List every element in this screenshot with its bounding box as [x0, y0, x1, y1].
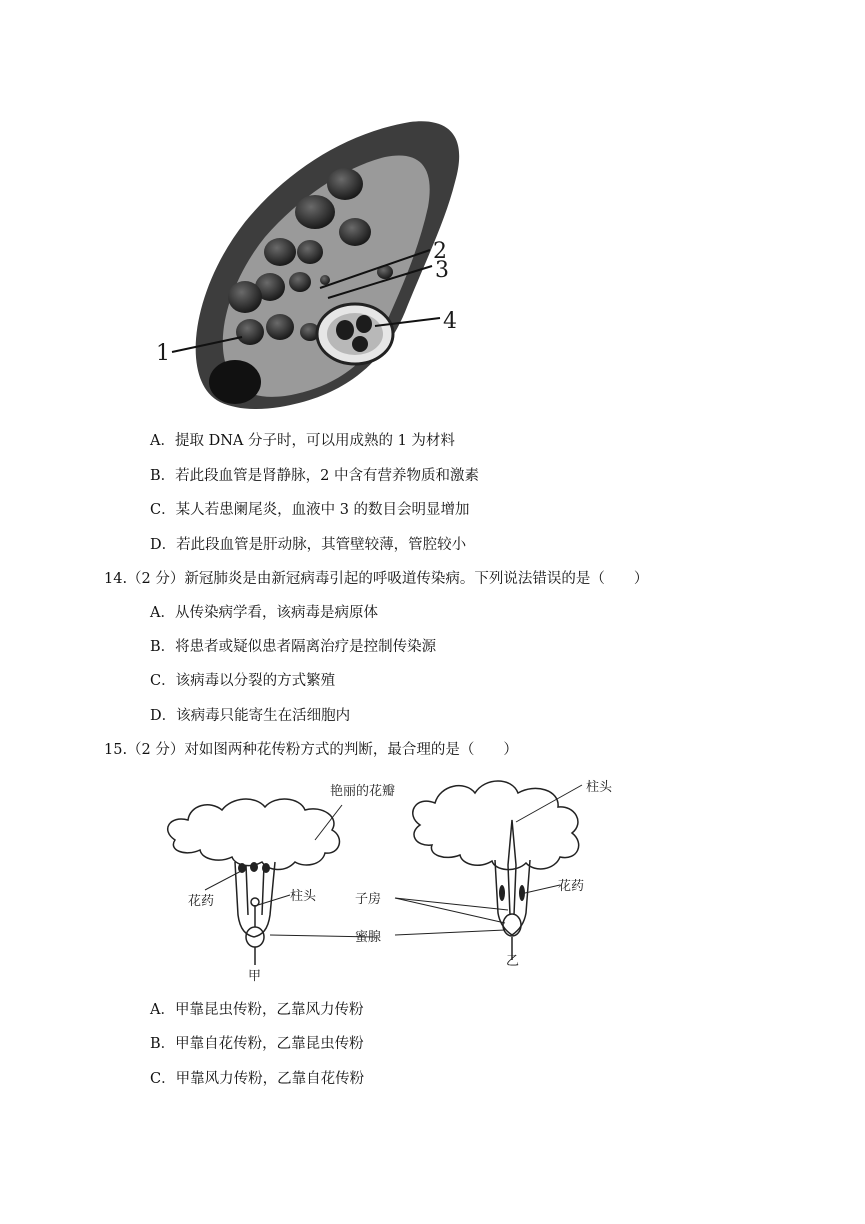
label-flower-a: 甲 — [248, 969, 262, 984]
q13-option-a: A．提取 DNA 分子时，可以用成熟的 1 为材料 — [150, 433, 455, 449]
q15-option-a: A．甲靠昆虫传粉，乙靠风力传粉 — [150, 1002, 364, 1018]
q14-option-a: A．从传染病学看，该病毒是病原体 — [150, 605, 378, 621]
q14-stem: 14.（2 分）新冠肺炎是由新冠病毒引起的呼吸道传染病。下列说法错误的是（ ） — [104, 571, 649, 587]
q14-option-d: D．该病毒只能寄生在活细胞内 — [150, 708, 351, 724]
label-stigma-left: 柱头 — [290, 889, 317, 904]
q15-option-b: B．甲靠自花传粉，乙靠昆虫传粉 — [150, 1036, 364, 1052]
label-ovary: 子房 — [355, 892, 382, 907]
blood-vessel-figure — [150, 112, 480, 417]
q13-option-c: C．某人若患阑尾炎，血液中 3 的数目会明显增加 — [150, 502, 470, 518]
q15-stem: 15.（2 分）对如图两种花传粉方式的判断，最合理的是（ ） — [104, 742, 518, 758]
q15-option-c: C．甲靠风力传粉，乙靠自花传粉 — [150, 1071, 365, 1087]
q14-option-c: C．该病毒以分裂的方式繁殖 — [150, 673, 336, 689]
label-anther-left: 花药 — [188, 894, 215, 909]
label-2: 2 — [433, 239, 447, 264]
label-3: 3 — [435, 258, 449, 283]
label-anther-right: 花药 — [558, 879, 585, 894]
label-petal: 艳丽的花瓣 — [330, 784, 396, 799]
label-flower-b: 乙 — [506, 954, 520, 969]
label-1: 1 — [156, 341, 170, 366]
q13-option-d: D．若此段血管是肝动脉，其管壁较薄，管腔较小 — [150, 537, 467, 553]
label-nectary: 蜜腺 — [355, 930, 382, 945]
label-4: 4 — [443, 309, 457, 334]
label-stigma-right: 柱头 — [586, 780, 613, 795]
flower-figure — [150, 765, 630, 985]
q13-option-b: B．若此段血管是肾静脉，2 中含有营养物质和激素 — [150, 468, 479, 484]
q14-option-b: B．将患者或疑似患者隔离治疗是控制传染源 — [150, 639, 437, 655]
flower-a-petal — [168, 799, 340, 869]
flower-b-petal — [413, 781, 579, 870]
